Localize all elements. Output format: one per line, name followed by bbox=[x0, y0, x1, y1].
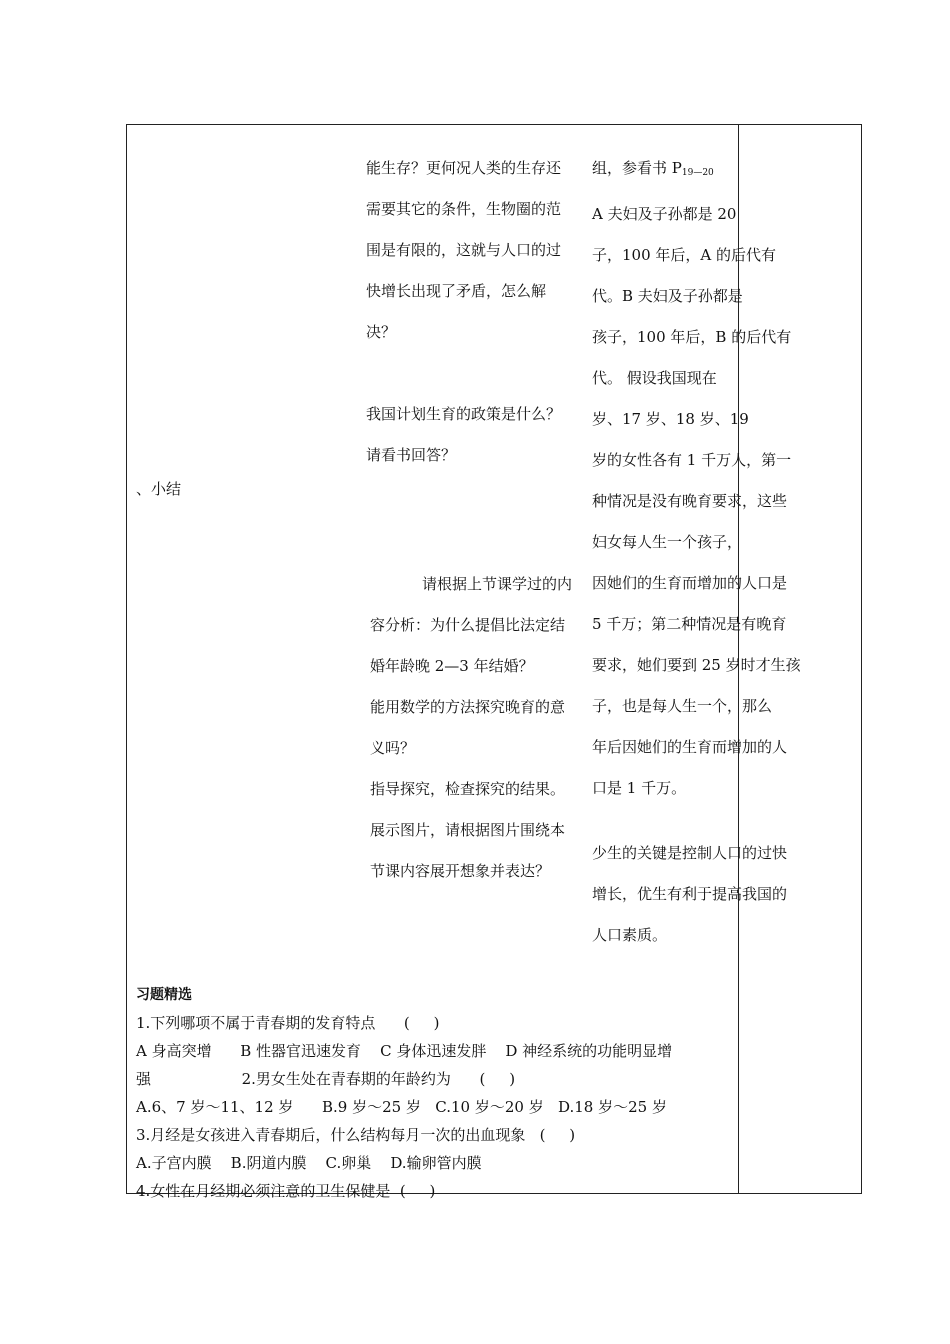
text-line: 要求，她们要到 25 岁时才生孩 bbox=[592, 656, 801, 674]
text-line: 岁的女性各有 1 千万人，第一 bbox=[592, 451, 792, 469]
exercises-title: 习题精选 bbox=[136, 987, 192, 1003]
text-line: 婚年龄晚 2—3 年结婚？ bbox=[370, 657, 534, 675]
text-line: 口是 1 千万。 bbox=[592, 779, 687, 797]
student-activity-column bbox=[592, 148, 801, 956]
text-line: 义吗？ bbox=[370, 739, 416, 757]
text-line bbox=[366, 353, 561, 394]
exercise-line: 1.下列哪项不属于青春期的发育特点 ( ) bbox=[136, 1014, 440, 1032]
text-line: 人口素质。 bbox=[592, 926, 668, 944]
text-line: 增长，优生有利于提高我国的 bbox=[592, 885, 788, 903]
text-line: 子，也是每人生一个，那么 bbox=[592, 697, 773, 715]
text-line: 节课内容展开想象并表达？ bbox=[370, 862, 551, 880]
summary-activity-column bbox=[370, 564, 572, 892]
text-line bbox=[370, 564, 572, 605]
text-segment: 请根据上节课学 bbox=[422, 575, 528, 593]
page-range: 19—20 bbox=[681, 168, 714, 178]
text-line: 5 千万；第二种情况是有晚育 bbox=[592, 615, 787, 633]
exercise-line: 强 2.男女生处在青春期的年龄约为 ( ) bbox=[136, 1070, 516, 1088]
text-line: 需要其它的条件，生物圈的范 bbox=[366, 200, 562, 218]
text-line: 种情况是没有晚育要求，这些 bbox=[592, 492, 788, 510]
text-line: 年后因她们的生育而增加的人 bbox=[592, 738, 788, 756]
text-line: 少生的关键是控制人口的过快 bbox=[592, 844, 788, 862]
text-segment: 过的内 bbox=[527, 575, 573, 593]
text-line: 能生存？更何况人类的生存还 bbox=[366, 159, 562, 177]
exercise-line: A.子宫内膜 B.阴道内膜 C.卵巢 D.输卵管内膜 bbox=[136, 1154, 482, 1172]
summary-label: 、小结 bbox=[136, 480, 182, 498]
text-line: 子，100 年后，A 的后代有 bbox=[592, 246, 776, 264]
text-line: 容分析：为什么提倡比法定结 bbox=[370, 616, 566, 634]
text-line: 因她们的生育而增加的人口是 bbox=[592, 574, 788, 592]
text-line bbox=[592, 148, 801, 194]
text-line: 决？ bbox=[366, 323, 397, 341]
text-line: 我国计划生育的政策是什么？ bbox=[366, 405, 562, 423]
exercise-line: A 身高突增 B 性器官迅速发育 C 身体迅速发胖 D 神经系统的功能明显增 bbox=[136, 1042, 673, 1060]
teacher-activity-column bbox=[366, 148, 561, 476]
text-line bbox=[592, 809, 801, 833]
text-line: 请看书回答？ bbox=[366, 446, 457, 464]
exercise-line: 4.女性在月经期必须注意的卫生保健是 ( ) bbox=[136, 1182, 436, 1200]
exercise-line: 3.月经是女孩进入青春期后，什么结构每月一次的出血现象 ( ) bbox=[136, 1126, 576, 1144]
text-line: 孩子，100 年后，B 的后代有 bbox=[592, 328, 792, 346]
exercises-section bbox=[136, 981, 672, 1205]
text-line: 能用数学的方法探究晚育的意 bbox=[370, 698, 566, 716]
text-line: 妇女每人生一个孩子， bbox=[592, 533, 743, 551]
text-line: 围是有限的，这就与人口的过 bbox=[366, 241, 562, 259]
text-line: 代。 假设我国现在 bbox=[592, 369, 717, 387]
text-segment: 组，参看书 P bbox=[592, 159, 682, 177]
text-line: 展示图片，请根据图片围绕本 bbox=[370, 821, 566, 839]
text-line: 快增长出现了矛盾，怎么解 bbox=[366, 282, 547, 300]
text-line: A 夫妇及子孙都是 20 bbox=[592, 205, 737, 223]
exercise-line: A.6、7 岁～11、12 岁 B.9 岁～25 岁 C.10 岁～20 岁 D.18 岁～25 岁 bbox=[136, 1098, 667, 1116]
text-line: 岁、17 岁、18 岁、19 bbox=[592, 410, 749, 428]
text-line: 代。B 夫妇及子孙都是 bbox=[592, 287, 743, 305]
text-line: 指导探究，检查探究的结果。 bbox=[370, 780, 566, 798]
